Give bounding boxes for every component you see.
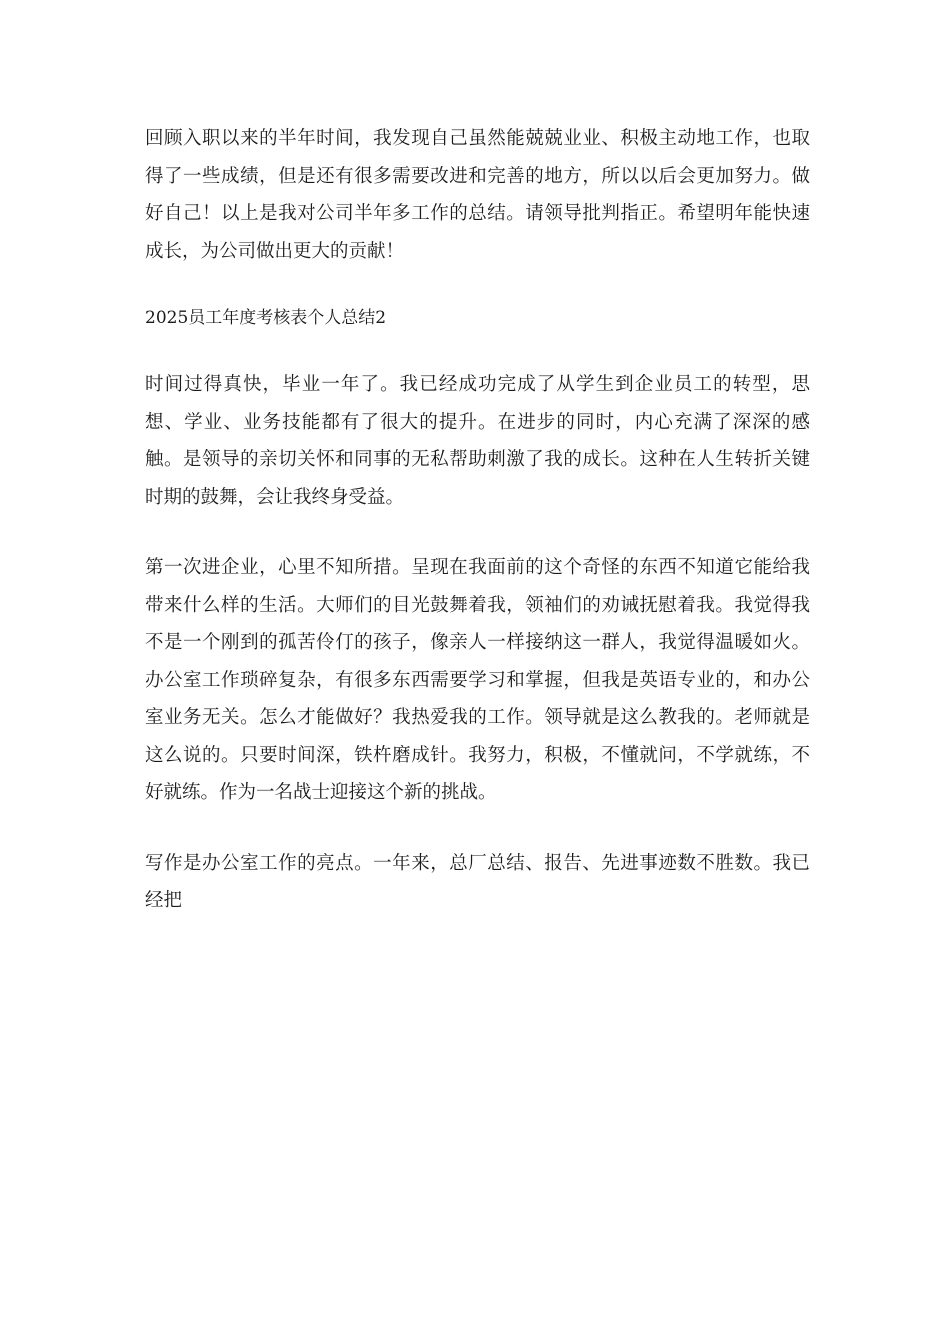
section-heading: 2025员工年度考核表个人总结2 [145,308,387,328]
paragraph-writing-highlight: 写作是办公室工作的亮点。一年来，总厂总结、报告、先进事迹数不胜数。我已经把 [145,852,810,911]
paragraph-first-entry: 第一次进企业，心里不知所措。呈现在我面前的这个奇怪的东西不知道它能给我带来什么样的生活。大师们的目光鼓舞着我，领袖们的劝诫抚慰着我。我觉得我不是一个刚到的孤苦伶仃的孩子，像亲人一样接纳这一群人，我觉得温暖如火。办公室工作琐碎复杂，有很多东西需要学习和掌握，但我是英语专业的，和办公室业务无关。怎么才能做好？我热爱我的工作。领导就是这么教我的。老师就是这么说的。只要时间深，铁杵磨成针。我努力，积极，不懂就问，不学就练，不好就练。作为一名战士迎接这个新的挑战。 [145,557,810,803]
paragraph-review-summary: 回顾入职以来的半年时间，我发现自己虽然能兢兢业业、积极主动地工作，也取得了一些成绩，但是还有很多需要改进和完善的地方，所以以后会更加努力。做好自己！以上是我对公司半年多工作的总结。请领导批判指正。希望明年能快速成长，为公司做出更大的贡献！ [145,128,810,262]
paragraph-graduation-year: 时间过得真快，毕业一年了。我已经成功完成了从学生到企业员工的转型，思想、学业、业务技能都有了很大的提升。在进步的同时，内心充满了深深的感触。是领导的亲切关怀和同事的无私帮助刺激了我的成长。这种在人生转折关键时期的鼓舞，会让我终身受益。 [145,374,810,508]
document-body [145,120,810,953]
